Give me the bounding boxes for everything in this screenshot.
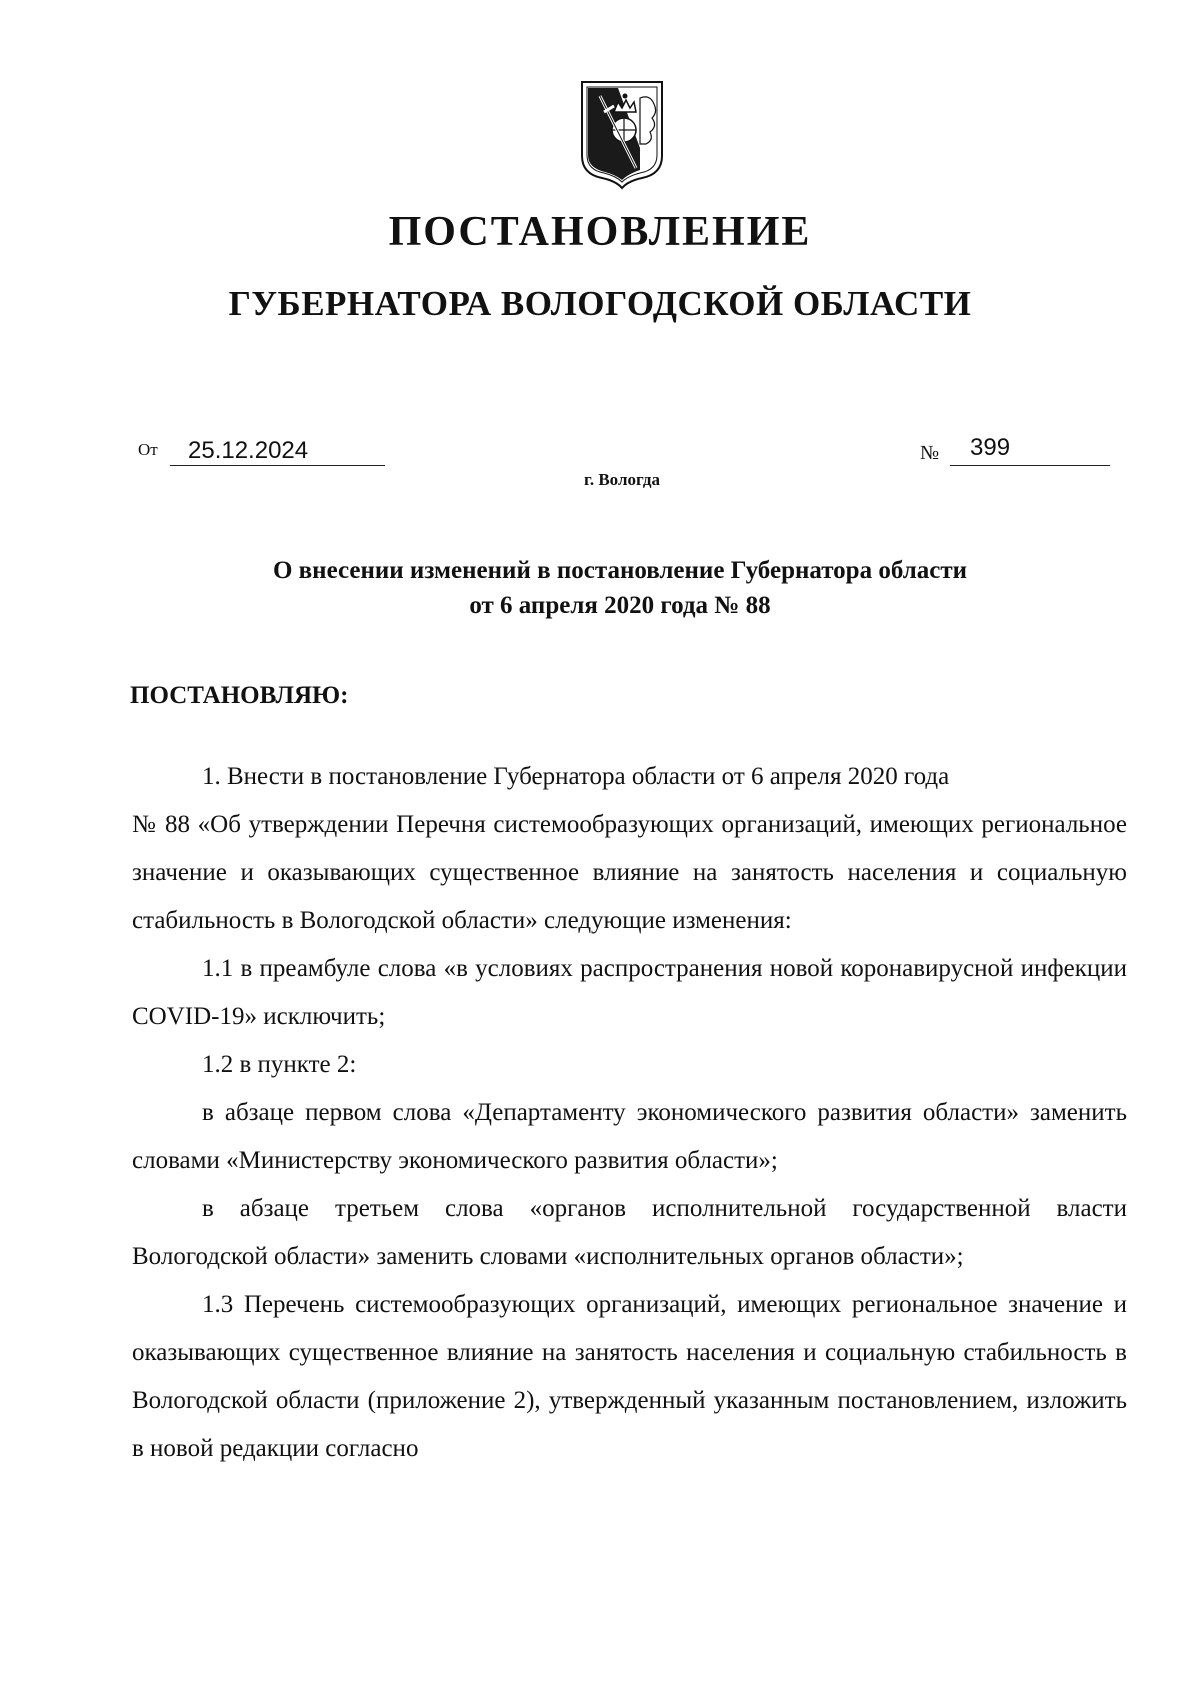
paragraph-1-continuation: № 88 «Об утверждении Перечня системообразующих организаций, имеющих региональное значение и оказывающих существенное влияние на занятость населения и социальную стабильность в Вологодской области» следующие изменения: [132, 811, 1127, 934]
number-sign: № [920, 442, 940, 464]
paragraph-1-1: 1.1 в преамбуле слова «в условиях распространения новой коронавирусной инфекции COVID-19» исключить; [132, 955, 1127, 1030]
document-body [132, 753, 1127, 1473]
coat-of-arms-icon [578, 78, 666, 190]
date-prefix-label: От [138, 440, 158, 459]
decree-heading: ПОСТАНОВЛЯЮ: [130, 682, 349, 709]
paragraph-1-2-a: в абзаце первом слова «Департаменту экономического развития области» заменить словами «Министерству экономического развития области»; [132, 1099, 1127, 1174]
number-underline [950, 465, 1110, 466]
date-underline [170, 465, 385, 466]
document-issuer: ГУБЕРНАТОРА ВОЛОГОДСКОЙ ОБЛАСТИ [228, 284, 972, 323]
document-title: ПОСТАНОВЛЕНИЕ [388, 209, 812, 255]
paragraph-1-2: 1.2 в пункте 2: [202, 1051, 357, 1078]
subject-line-1: О внесении изменений в постановление Губернатора области [272, 557, 968, 584]
paragraph-1-2-b: в абзаце третьем слова «органов исполнительной государственной власти Вологодской области» заменить словами «исполнительных органов области»; [132, 1195, 1127, 1270]
paragraph-1-3: 1.3 Перечень системообразующих организаций, имеющих региональное значение и оказывающих существенное влияние на занятость населения и социальную стабильность в Вологодской области (приложение 2), утвержденный указанным постановлением, изложить в новой редакции согласно [132, 1291, 1127, 1462]
document-subject [0, 553, 1200, 623]
document-date: 25.12.2024 [188, 437, 309, 464]
subject-line-2: от 6 апреля 2020 года № 88 [469, 592, 771, 619]
document-number: 399 [970, 434, 1011, 461]
paragraph-1-first-line: 1. Внести в постановление Губернатора области от 6 апреля 2020 года [202, 763, 950, 790]
issue-city: г. Вологда [584, 470, 660, 489]
date-prefix [138, 440, 166, 460]
